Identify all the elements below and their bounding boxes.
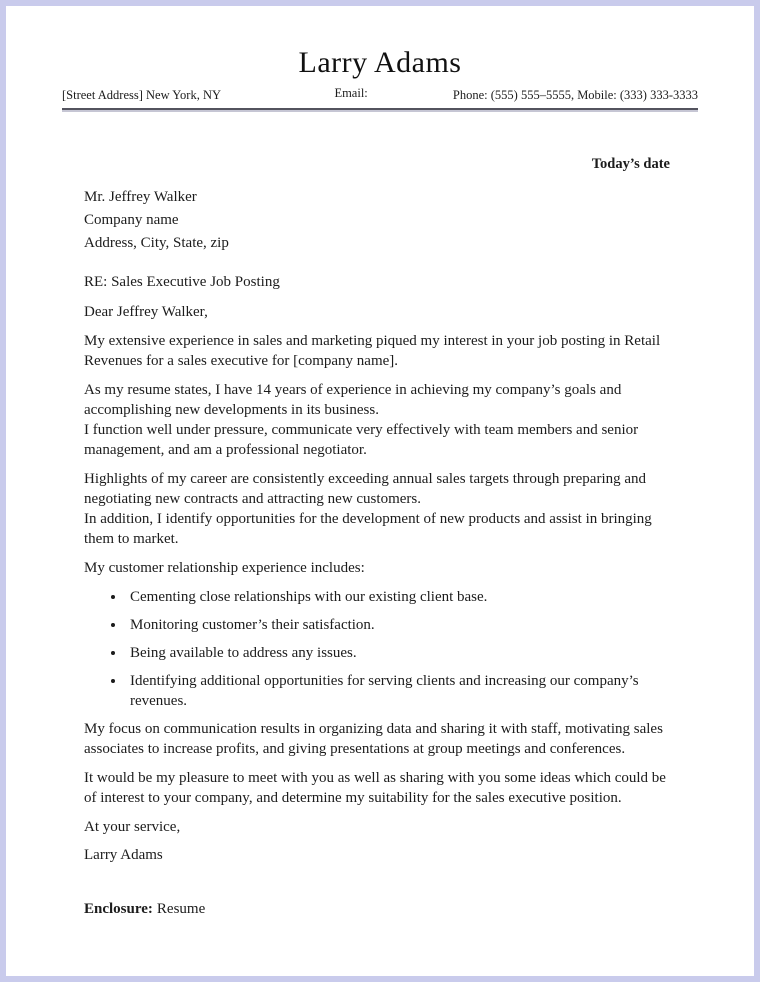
- paragraph-line: I function well under pressure, communicate very effectively with team members and senior management, and am a professional negotiator.: [84, 422, 639, 458]
- letterhead: [6, 6, 754, 112]
- recipient-company: Company name: [84, 212, 179, 228]
- paragraph-line: Highlights of my career are consistently exceeding annual sales targets through preparing and negotiating new contracts and attracting new customers.: [84, 471, 647, 507]
- bullet-list: [84, 587, 682, 711]
- letterhead-name: Larry Adams: [298, 46, 462, 79]
- recipient-name: Mr. Jeffrey Walker: [84, 189, 197, 205]
- closing-line: At your service,: [84, 819, 181, 835]
- paragraph-communication: My focus on communication results in organizing data and sharing it with staff, motivating sales associates to increase profits, and giving presentations at group meetings and conferences.: [84, 721, 663, 757]
- header-divider: [62, 108, 698, 112]
- enclosure-label: Enclosure:: [84, 901, 153, 917]
- phone-numbers: Phone: (555) 555–5555, Mobile: (333) 333-3333: [452, 88, 699, 102]
- signature-name: Larry Adams: [84, 847, 163, 863]
- paragraph-meeting: It would be my pleasure to meet with you as well as sharing with you some ideas which could be of interest to your company, and determine my suitability for the sales executive position.: [84, 770, 666, 806]
- recipient-address: Address, City, State, zip: [84, 235, 229, 251]
- recipient-block: [84, 186, 682, 255]
- street-address: [Street Address] New York, NY: [62, 88, 222, 102]
- salutation: Dear Jeffrey Walker,: [84, 304, 208, 320]
- date-line: Today’s date: [591, 156, 670, 172]
- enclosure-value: Resume: [156, 901, 206, 917]
- contact-row: [62, 88, 698, 103]
- bullet-item: • Monitoring customer’s their satisfaction.: [126, 615, 682, 635]
- paragraph-line: In addition, I identify opportunities for the development of new products and assist in bringing them to market.: [84, 511, 652, 547]
- paragraph-highlights: [84, 469, 682, 549]
- paragraph-bullets-lead: My customer relationship experience includes:: [84, 560, 365, 576]
- bullet-item: • Being available to address any issues.: [126, 643, 682, 663]
- subject-line: RE: Sales Executive Job Posting: [84, 274, 280, 290]
- bullet-item: • Identifying additional opportunities for serving clients and increasing our company’s revenues.: [126, 671, 682, 711]
- paragraph-experience: [84, 380, 682, 460]
- letter-body: [6, 154, 754, 919]
- paragraph-line: As my resume states, I have 14 years of experience in achieving my company’s goals and accomplishing new developments in its business.: [84, 382, 622, 418]
- paragraph-intro: My extensive experience in sales and marketing piqued my interest in your job posting in Retail Revenues for a sales executive for [company name].: [84, 333, 661, 369]
- enclosure-line: [84, 899, 682, 919]
- bullet-item: • Cementing close relationships with our existing client base.: [126, 587, 682, 607]
- email-label: Email:: [334, 86, 368, 100]
